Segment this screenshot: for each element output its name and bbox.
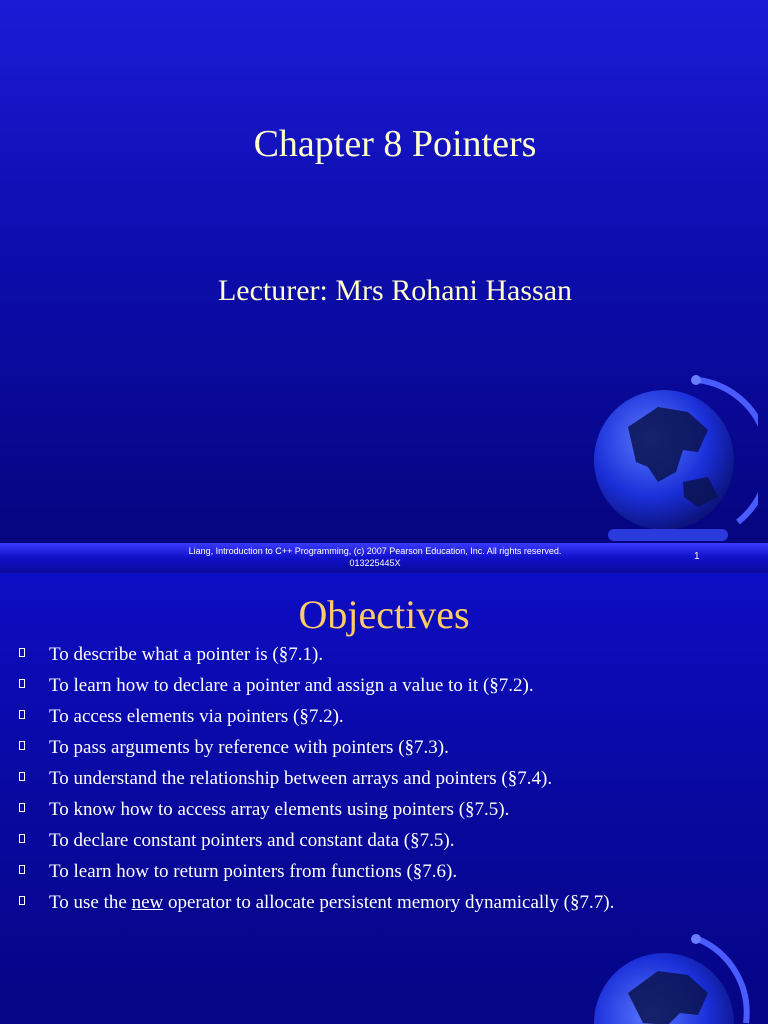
- bullet-icon: [19, 741, 25, 750]
- objective-text: To access elements via pointers (§7.2).: [49, 706, 344, 727]
- page-number: 1: [694, 551, 700, 562]
- globe-icon: [588, 933, 758, 1024]
- slide-title: Chapter 8 Pointers: [253, 123, 537, 165]
- bullet-icon: [19, 648, 25, 657]
- bullet-icon: [19, 803, 25, 812]
- objective-text: To learn how to return pointers from functions (§7.6).: [49, 861, 458, 882]
- objective-text: To pass arguments by reference with pointers (§7.3).: [49, 737, 449, 758]
- objective-text: To declare constant pointers and constant data (§7.5).: [49, 830, 455, 851]
- objective-text-before: To use the: [49, 892, 132, 913]
- new-keyword: new: [131, 892, 164, 913]
- objective-text-after: operator to allocate persistent memory dynamically (§7.7).: [163, 892, 615, 913]
- slide-footer: [0, 543, 768, 573]
- bullet-icon: [19, 834, 25, 843]
- bullet-icon: [19, 896, 25, 905]
- lecturer-line: Lecturer: Mrs Rohani Hassan: [217, 274, 573, 307]
- bullet-icon: [19, 710, 25, 719]
- objective-text: To learn how to declare a pointer and assign a value to it (§7.2).: [49, 675, 534, 696]
- copyright-notice: [150, 545, 600, 569]
- objective-text-new-operator: [49, 892, 614, 914]
- bullet-icon: [19, 679, 25, 688]
- objective-text: To describe what a pointer is (§7.1).: [49, 644, 324, 665]
- globe-icon: [588, 372, 758, 543]
- objective-text: To understand the relationship between arrays and pointers (§7.4).: [49, 768, 553, 789]
- objectives-slide: [0, 573, 768, 1024]
- bullet-icon: [19, 772, 25, 781]
- copyright-line: Liang, Introduction to C++ Programming, (c) 2007 Pearson Education, Inc. All rights reserved.: [188, 546, 562, 556]
- bullet-icon: [19, 865, 25, 874]
- objective-text: To know how to access array elements using pointers (§7.5).: [49, 799, 510, 820]
- objectives-title: Objectives: [298, 592, 470, 637]
- isbn-line: 013225445X: [349, 558, 401, 568]
